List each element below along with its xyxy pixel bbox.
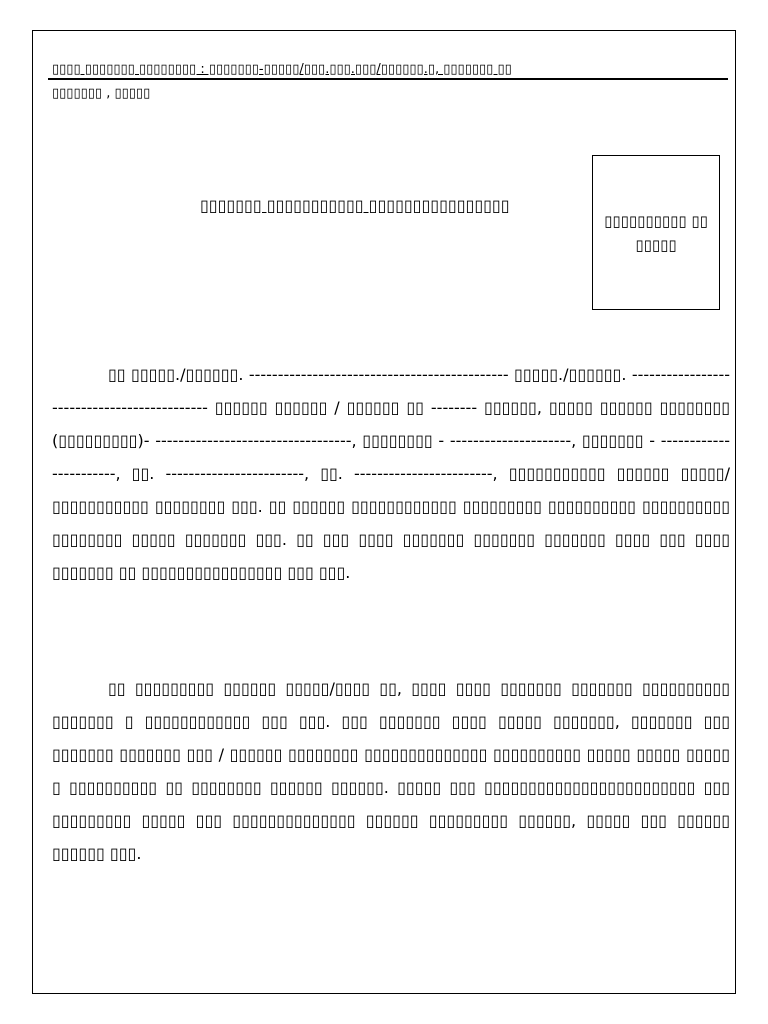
- photo-placeholder-box: [592, 155, 720, 310]
- header-divider: [48, 78, 728, 80]
- reference-line: ▯▯▯▯ ▯▯▯▯▯▯▯ ▯▯▯▯▯▯▯▯ : ▯▯▯▯▯▯▯-▯▯▯▯▯/▯▯▯.▯▯▯.▯▯▯/▯▯▯▯▯▯.▯, ▯▯▯▯▯▯▯ ▯▯: [52, 62, 512, 77]
- document-heading: ▯▯▯▯▯▯▯ ▯▯▯▯▯▯▯▯▯▯▯ ▯▯▯▯▯▯▯▯▯▯▯▯▯▯▯▯: [200, 196, 510, 215]
- photo-placeholder-label: ▯▯▯▯▯▯▯▯▯▯ ▯▯ ▯▯▯▯▯: [604, 211, 708, 254]
- body-paragraph-1: ▯▯ ▯▯▯▯▯./▯▯▯▯▯▯. --------------------------------------------- ▯▯▯▯▯./▯▯▯▯▯▯. -------------------------------------------- ▯▯▯▯▯▯ ▯▯▯▯▯▯ / ▯▯▯▯▯▯ ▯▯ -------- ▯▯▯▯▯▯, ▯▯▯▯▯ ▯▯▯▯▯▯ ▯▯▯▯▯▯▯▯ (▯▯▯▯▯▯▯▯▯)- ----------------------------------, ▯▯▯▯▯▯▯▯ - ---------------------, ▯▯▯▯▯▯▯ - -----------------------, ▯▯. ------------------------, ▯▯. ------------------------, ▯▯▯▯▯▯▯▯▯▯▯ ▯▯▯▯▯▯ ▯▯▯▯▯/▯▯▯▯▯▯▯▯▯▯▯ ▯▯▯▯▯▯▯▯ ▯▯▯. ▯▯ ▯▯▯▯▯▯ ▯▯▯▯▯▯▯▯▯▯▯▯ ▯▯▯▯▯▯▯▯▯ ▯▯▯▯▯▯▯▯▯▯ ▯▯▯▯▯▯▯▯▯▯ ▯▯▯▯▯▯▯▯ ▯▯▯▯▯ ▯▯▯▯▯▯▯ ▯▯▯. ▯▯ ▯▯▯ ▯▯▯▯ ▯▯▯▯▯▯▯ ▯▯▯▯▯▯▯ ▯▯▯▯▯▯▯ ▯▯▯▯ ▯▯▯ ▯▯▯▯ ▯▯▯▯▯▯▯ ▯▯ ▯▯▯▯▯▯▯▯▯▯▯▯▯▯▯▯ ▯▯▯ ▯▯▯.: [52, 365, 730, 582]
- reference-subline: ▯▯▯▯▯▯▯ , ▯▯▯▯▯: [52, 86, 151, 101]
- body-paragraph-2: ▯▯ ▯▯▯▯▯▯▯▯▯ ▯▯▯▯▯▯ ▯▯▯▯▯/▯▯▯▯ ▯▯, ▯▯▯▯ ▯▯▯▯ ▯▯▯▯▯▯▯ ▯▯▯▯▯▯▯ ▯▯▯▯▯▯▯▯▯▯ ▯▯▯▯▯▯▯ ▯ ▯▯▯▯▯▯▯▯▯▯▯▯ ▯▯▯ ▯▯▯. ▯▯▯ ▯▯▯▯▯▯▯ ▯▯▯▯ ▯▯▯▯▯ ▯▯▯▯▯▯▯, ▯▯▯▯▯▯▯ ▯▯▯ ▯▯▯▯▯▯▯ ▯▯▯▯▯▯▯ ▯▯▯ / ▯▯▯▯▯▯ ▯▯▯▯▯▯▯▯ ▯▯▯▯▯▯▯▯▯▯▯▯▯▯ ▯▯▯▯▯▯▯▯▯▯ ▯▯▯▯▯ ▯▯▯▯▯ ▯▯▯▯▯ ▯ ▯▯▯▯▯▯▯▯▯▯ ▯▯ ▯▯▯▯▯▯▯▯ ▯▯▯▯▯▯ ▯▯▯▯▯▯. ▯▯▯▯▯ ▯▯▯ ▯▯▯▯▯▯▯▯▯▯▯▯▯▯▯▯▯▯▯▯▯▯▯▯ ▯▯▯ ▯▯▯▯▯▯▯▯▯ ▯▯▯▯▯ ▯▯▯ ▯▯▯▯▯▯▯▯▯▯▯▯▯▯ ▯▯▯▯▯▯ ▯▯▯▯▯▯▯▯▯ ▯▯▯▯▯▯, ▯▯▯▯▯ ▯▯▯ ▯▯▯▯▯▯ ▯▯▯▯▯▯ ▯▯▯.: [52, 679, 730, 863]
